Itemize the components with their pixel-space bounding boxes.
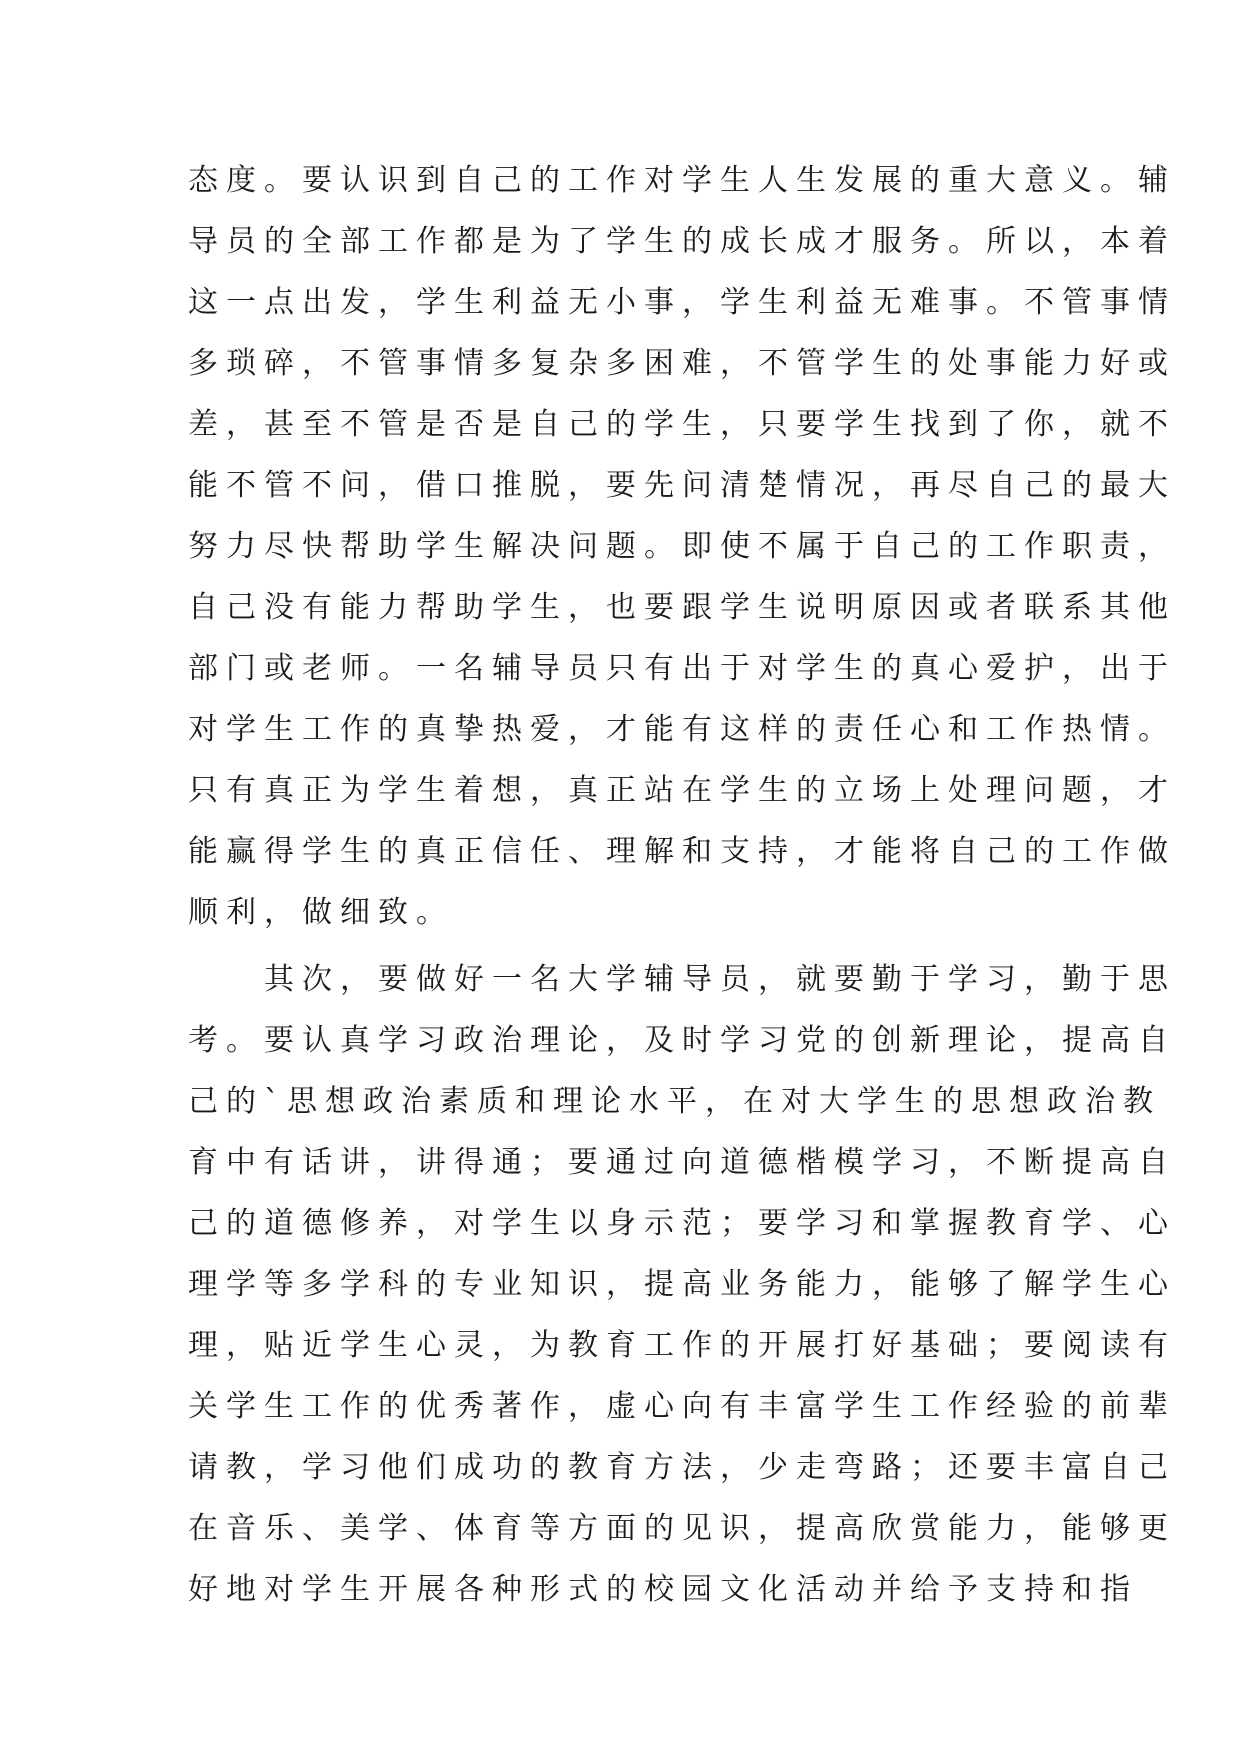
- text-line: 理学等多学科的专业知识，提高业务能力，能够了解学生心: [188, 1267, 1176, 1302]
- text-line: 只有真正为学生着想，真正站在学生的立场上处理问题，才: [188, 773, 1176, 808]
- text-line: 能赢得学生的真正信任、理解和支持，才能将自己的工作做: [188, 834, 1176, 869]
- text-line: 己的`思想政治素质和理论水平，在对大学生的思想政治教: [188, 1084, 1161, 1119]
- text-line: 态度。要认识到自己的工作对学生人生发展的重大意义。辅: [188, 163, 1176, 198]
- text-line: 自己没有能力帮助学生，也要跟学生说明原因或者联系其他: [188, 590, 1176, 625]
- body-text: [188, 150, 1176, 1620]
- text-line: 差，甚至不管是否是自己的学生，只要学生找到了你，就不: [188, 407, 1176, 442]
- text-line: 这一点出发，学生利益无小事，学生利益无难事。不管事情: [188, 285, 1176, 320]
- text-line: 好地对学生开展各种形式的校园文化活动并给予支持和指: [188, 1572, 1138, 1607]
- text-line: 部门或老师。一名辅导员只有出于对学生的真心爱护，出于: [188, 651, 1176, 686]
- text-line: 努力尽快帮助学生解决问题。即使不属于自己的工作职责，: [188, 529, 1176, 564]
- text-line: 顺利，做细致。: [188, 895, 454, 930]
- text-line: 考。要认真学习政治理论，及时学习党的创新理论，提高自: [188, 1023, 1176, 1058]
- text-line: 对学生工作的真挚热爱，才能有这样的责任心和工作热情。: [188, 712, 1176, 747]
- text-line: 在音乐、美学、体育等方面的见识，提高欣赏能力，能够更: [188, 1511, 1176, 1546]
- text-line: 己的道德修养，对学生以身示范；要学习和掌握教育学、心: [188, 1206, 1176, 1241]
- paragraph-start-line: 其次，要做好一名大学辅导员，就要勤于学习，勤于思: [188, 962, 1176, 997]
- text-line: 关学生工作的优秀著作，虚心向有丰富学生工作经验的前辈: [188, 1389, 1176, 1424]
- text-line: 育中有话讲，讲得通；要通过向道德楷模学习，不断提高自: [188, 1145, 1176, 1180]
- text-line: 理，贴近学生心灵，为教育工作的开展打好基础；要阅读有: [188, 1328, 1176, 1363]
- text-line: 能不管不问，借口推脱，要先问清楚情况，再尽自己的最大: [188, 468, 1176, 503]
- text-line: 请教，学习他们成功的教育方法，少走弯路；还要丰富自己: [188, 1450, 1176, 1485]
- text-line: 多琐碎，不管事情多复杂多困难，不管学生的处事能力好或: [188, 346, 1176, 381]
- text-line: 导员的全部工作都是为了学生的成长成才服务。所以，本着: [188, 224, 1176, 259]
